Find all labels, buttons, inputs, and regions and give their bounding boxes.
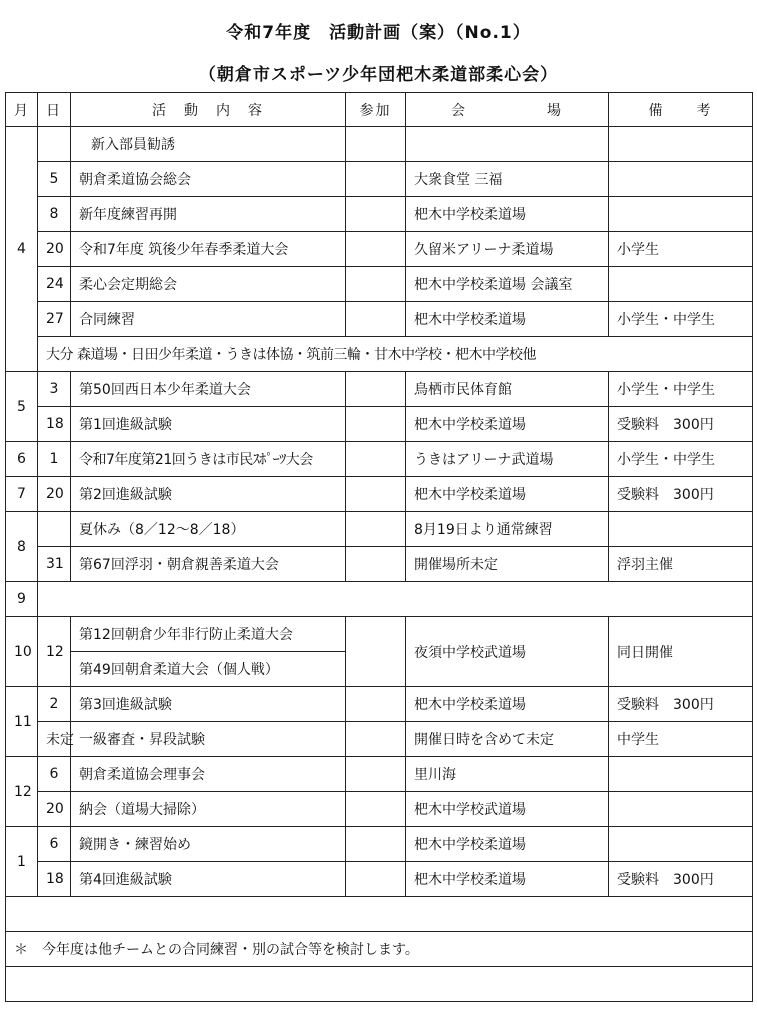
- venue-cell: 夜須中学校武道場: [406, 617, 609, 687]
- join-cell: [346, 197, 406, 232]
- join-cell: [346, 372, 406, 407]
- remarks-cell: [609, 827, 753, 862]
- join-cell: [346, 722, 406, 757]
- content-cell: 朝倉柔道協会総会: [71, 162, 346, 197]
- venue-cell: 杷木中学校武道場: [406, 792, 609, 827]
- day-cell: 6: [38, 757, 71, 792]
- table-row: [6, 757, 753, 792]
- venue-cell: 杷木中学校柔道場: [406, 687, 609, 722]
- footnote-cell: ＊ 今年度は他チームとの合同練習・別の試合等を検討します。: [6, 932, 753, 967]
- join-cell: [346, 302, 406, 337]
- april-note-cell: 大分 森道場・日田少年柔道・うきは体協・筑前三輪・甘木中学校・杷木中学校他: [38, 337, 753, 372]
- remarks-cell: [609, 267, 753, 302]
- remarks-cell: [609, 197, 753, 232]
- day-cell: 3: [38, 372, 71, 407]
- day-cell: [38, 512, 71, 547]
- venue-cell: 開催日時を含めて未定: [406, 722, 609, 757]
- header-row: [6, 93, 753, 127]
- empty-cell: [6, 897, 753, 932]
- month-cell: 9: [6, 582, 38, 617]
- venue-cell: 8月19日より通常練習: [406, 512, 609, 547]
- day-cell: 8: [38, 197, 71, 232]
- header-join: 参加: [346, 93, 406, 127]
- venue-cell: 大衆食堂 三福: [406, 162, 609, 197]
- venue-cell: 開催場所未定: [406, 547, 609, 582]
- remarks-cell: 受験料 300円: [609, 862, 753, 897]
- remarks-cell: 中学生: [609, 722, 753, 757]
- table-row: [6, 197, 753, 232]
- header-venue: 会 場: [406, 93, 609, 127]
- header-remarks: 備 考: [609, 93, 753, 127]
- content-cell: 第12回朝倉少年非行防止柔道大会: [71, 617, 346, 652]
- remarks-cell: [609, 162, 753, 197]
- venue-cell: 杷木中学校柔道場 会議室: [406, 267, 609, 302]
- day-cell: 1: [38, 442, 71, 477]
- venue-cell: 里川海: [406, 757, 609, 792]
- content-cell: 鏡開き・練習始め: [71, 827, 346, 862]
- content-cell: 第2回進級試験: [71, 477, 346, 512]
- table-row: [6, 687, 753, 722]
- remarks-cell: 小学生・中学生: [609, 372, 753, 407]
- document-title: 令和7年度 活動計画（案）（No.1）: [226, 23, 531, 43]
- remarks-cell: 小学生・中学生: [609, 442, 753, 477]
- day-cell: 2: [38, 687, 71, 722]
- join-cell: [346, 162, 406, 197]
- table-row: [6, 127, 753, 162]
- table-row: [6, 582, 753, 617]
- month-cell: 6: [6, 442, 38, 477]
- content-cell: 夏休み（8／12～8／18）: [71, 512, 346, 547]
- remarks-cell: [609, 512, 753, 547]
- remarks-cell: [609, 792, 753, 827]
- month-cell: 10: [6, 617, 38, 687]
- join-cell: [346, 862, 406, 897]
- content-cell: 第1回進級試験: [71, 407, 346, 442]
- join-cell: [346, 267, 406, 302]
- venue-cell: 久留米アリーナ柔道場: [406, 232, 609, 267]
- content-cell: 第67回浮羽・朝倉親善柔道大会: [71, 547, 346, 582]
- table-row: [6, 337, 753, 372]
- content-cell: 合同練習: [71, 302, 346, 337]
- table-row: [6, 442, 753, 477]
- venue-cell: 杷木中学校柔道場: [406, 827, 609, 862]
- header-day: 日: [38, 93, 71, 127]
- content-cell: 朝倉柔道協会理事会: [71, 757, 346, 792]
- month-cell: 12: [6, 757, 38, 827]
- join-cell: [346, 757, 406, 792]
- venue-cell: 杷木中学校柔道場: [406, 862, 609, 897]
- day-cell: 20: [38, 477, 71, 512]
- day-cell: 31: [38, 547, 71, 582]
- content-cell: 第4回進級試験: [71, 862, 346, 897]
- day-cell: 18: [38, 862, 71, 897]
- table-row: [6, 162, 753, 197]
- venue-cell: [406, 127, 609, 162]
- content-cell: 令和7年度第21回うきは市民ｽﾎﾟｰﾂ大会: [71, 442, 346, 477]
- join-cell: [346, 127, 406, 162]
- join-cell: [346, 687, 406, 722]
- activity-plan-table: [5, 92, 753, 1002]
- day-cell: 未定: [38, 722, 71, 757]
- day-cell: 27: [38, 302, 71, 337]
- content-cell: 柔心会定期総会: [71, 267, 346, 302]
- venue-cell: うきはアリーナ武道場: [406, 442, 609, 477]
- table-row: [6, 827, 753, 862]
- table-row: [6, 967, 753, 1002]
- content-cell: 新年度練習再開: [71, 197, 346, 232]
- day-cell: [38, 127, 71, 162]
- empty-cell: [38, 582, 753, 617]
- venue-cell: 杷木中学校柔道場: [406, 407, 609, 442]
- content-cell: 令和7年度 筑後少年春季柔道大会: [71, 232, 346, 267]
- day-cell: 18: [38, 407, 71, 442]
- table-row: [6, 722, 753, 757]
- table-row: [6, 897, 753, 932]
- month-cell: 5: [6, 372, 38, 442]
- document-subtitle: （朝倉市スポーツ少年団杷木柔道部柔心会）: [198, 65, 559, 85]
- content-cell: 第49回朝倉柔道大会（個人戦）: [71, 652, 346, 687]
- table-row: [6, 302, 753, 337]
- content-cell: 第50回西日本少年柔道大会: [71, 372, 346, 407]
- month-cell: 7: [6, 477, 38, 512]
- day-cell: 20: [38, 232, 71, 267]
- remarks-cell: 受験料 300円: [609, 407, 753, 442]
- header-month: 月: [6, 93, 38, 127]
- content-cell: 新入部員勧誘: [71, 127, 346, 162]
- month-cell: 1: [6, 827, 38, 897]
- table-row: [6, 232, 753, 267]
- join-cell: [346, 442, 406, 477]
- empty-cell: [6, 967, 753, 1002]
- day-cell: 24: [38, 267, 71, 302]
- venue-cell: 杷木中学校柔道場: [406, 302, 609, 337]
- table-row: [6, 372, 753, 407]
- header-content: 活 動 内 容: [71, 93, 346, 127]
- table-row: [6, 407, 753, 442]
- table-row: [6, 617, 753, 652]
- venue-cell: 鳥栖市民体育館: [406, 372, 609, 407]
- remarks-cell: 同日開催: [609, 617, 753, 687]
- content-cell: 第3回進級試験: [71, 687, 346, 722]
- join-cell: [346, 407, 406, 442]
- day-cell: 12: [38, 617, 71, 687]
- remarks-cell: 小学生・中学生: [609, 302, 753, 337]
- day-cell: 6: [38, 827, 71, 862]
- day-cell: 5: [38, 162, 71, 197]
- join-cell: [346, 792, 406, 827]
- day-cell: 20: [38, 792, 71, 827]
- remarks-cell: 浮羽主催: [609, 547, 753, 582]
- content-cell: 一級審査・昇段試験: [71, 722, 346, 757]
- month-cell: 4: [6, 127, 38, 372]
- month-cell: 11: [6, 687, 38, 757]
- join-cell: [346, 827, 406, 862]
- remarks-cell: [609, 757, 753, 792]
- table-row: [6, 862, 753, 897]
- venue-cell: 杷木中学校柔道場: [406, 197, 609, 232]
- table-row: [6, 512, 753, 547]
- join-cell: [346, 477, 406, 512]
- join-cell: [346, 547, 406, 582]
- remarks-cell: [609, 127, 753, 162]
- table-row: [6, 477, 753, 512]
- remarks-cell: 小学生: [609, 232, 753, 267]
- join-cell: [346, 232, 406, 267]
- content-cell: 納会（道場大掃除）: [71, 792, 346, 827]
- join-cell: [346, 617, 406, 687]
- join-cell: [346, 512, 406, 547]
- month-cell: 8: [6, 512, 38, 582]
- remarks-cell: 受験料 300円: [609, 687, 753, 722]
- table-row: [6, 792, 753, 827]
- remarks-cell: 受験料 300円: [609, 477, 753, 512]
- table-row: [6, 267, 753, 302]
- table-row: [6, 932, 753, 967]
- table-row: [6, 547, 753, 582]
- venue-cell: 杷木中学校柔道場: [406, 477, 609, 512]
